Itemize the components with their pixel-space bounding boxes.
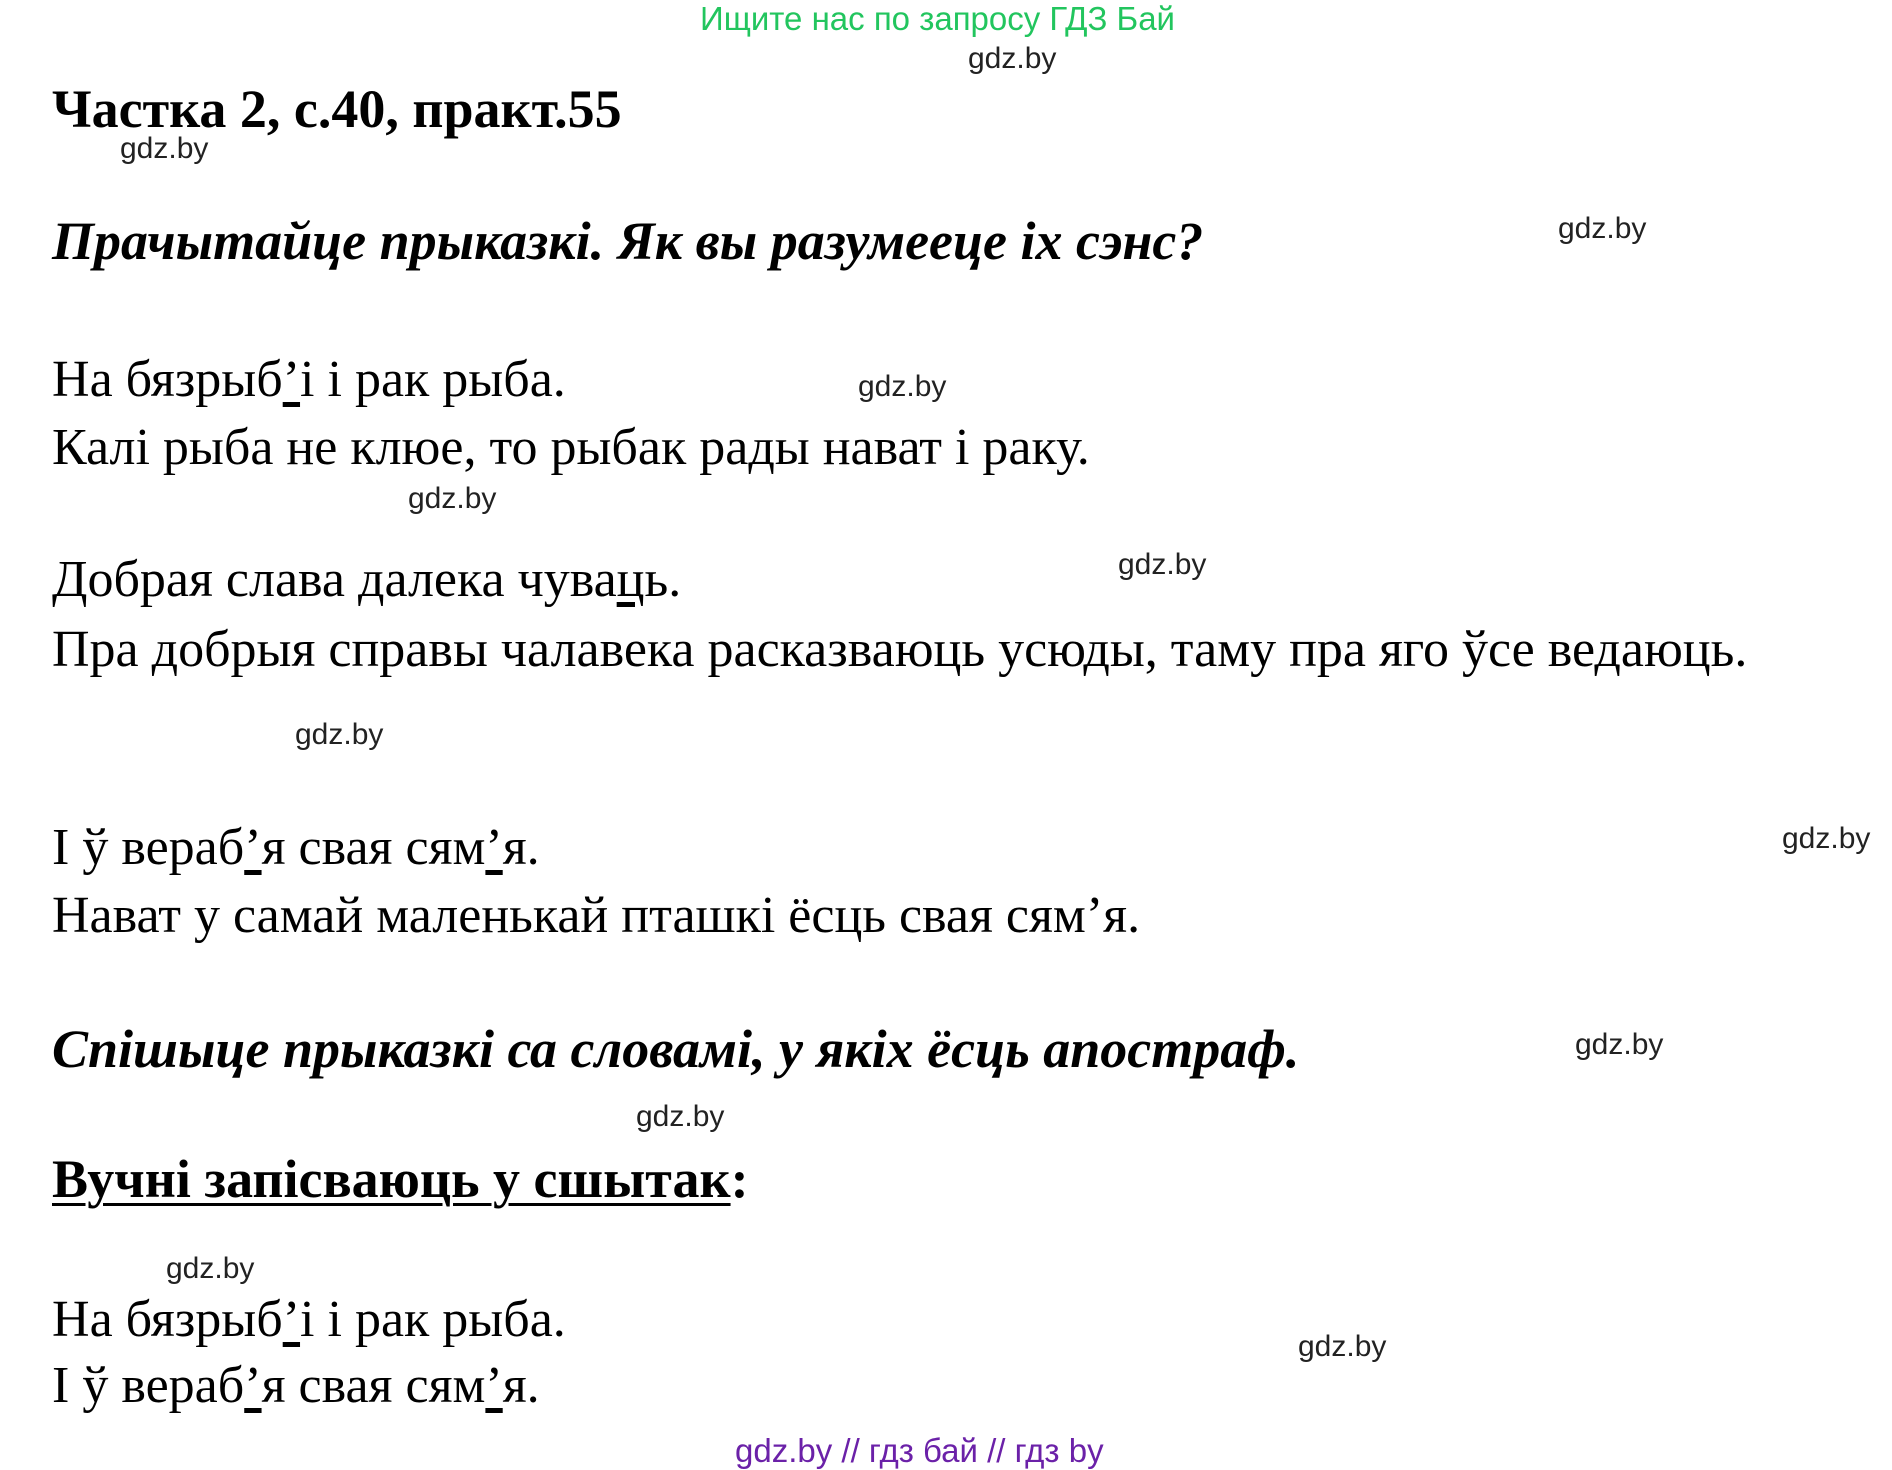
page-heading: Частка 2, с.40, практ.55 (52, 79, 622, 139)
watermark: gdz.by (120, 132, 209, 165)
proverb-2-text: Добрая слава далека чуваць. (52, 551, 682, 608)
task-instruction-2: Спішыце прыказкі са словамі, у якіх ёсць апостраф. (52, 1019, 1300, 1079)
top-search-hint[interactable]: Ищите нас по запросу ГДЗ Бай (700, 0, 1175, 37)
proverb-3-text: І ў вераб’я свая сям’я. (52, 819, 540, 876)
watermark: gdz.by (166, 1252, 255, 1285)
proverb-3-meaning: Нават у самай маленькай пташкі ёсць свая сям’я. (52, 887, 1141, 944)
watermark: gdz.by (1298, 1330, 1387, 1363)
watermark: gdz.by (1575, 1028, 1664, 1061)
task-instruction-1: Прачытайце прыказкі. Як вы разумееце іх сэнс? (52, 211, 1204, 271)
footer-links[interactable]: gdz.by // гдз бай // гдз by (735, 1432, 1104, 1469)
answers-heading: Вучні запісваюць у сшытак: (52, 1149, 749, 1209)
watermark: gdz.by (1782, 822, 1871, 855)
watermark: gdz.by (1118, 548, 1207, 581)
proverb-2-meaning: Пра добрыя справы чалавека расказваюць усюды, таму пра яго ўсе ведаюць. (52, 621, 1748, 678)
answer-1: На бязрыб’і і рак рыба. (52, 1291, 566, 1348)
proverb-1-meaning: Калі рыба не клюе, то рыбак рады нават і раку. (52, 419, 1090, 476)
watermark: gdz.by (636, 1100, 725, 1133)
proverb-1-text: На бязрыб’і і рак рыба. (52, 351, 566, 408)
watermark: gdz.by (408, 482, 497, 515)
watermark: gdz.by (1558, 212, 1647, 245)
watermark: gdz.by (968, 42, 1057, 75)
watermark: gdz.by (858, 370, 947, 403)
watermark: gdz.by (295, 718, 384, 751)
answer-2: І ў вераб’я свая сям’я. (52, 1357, 540, 1414)
